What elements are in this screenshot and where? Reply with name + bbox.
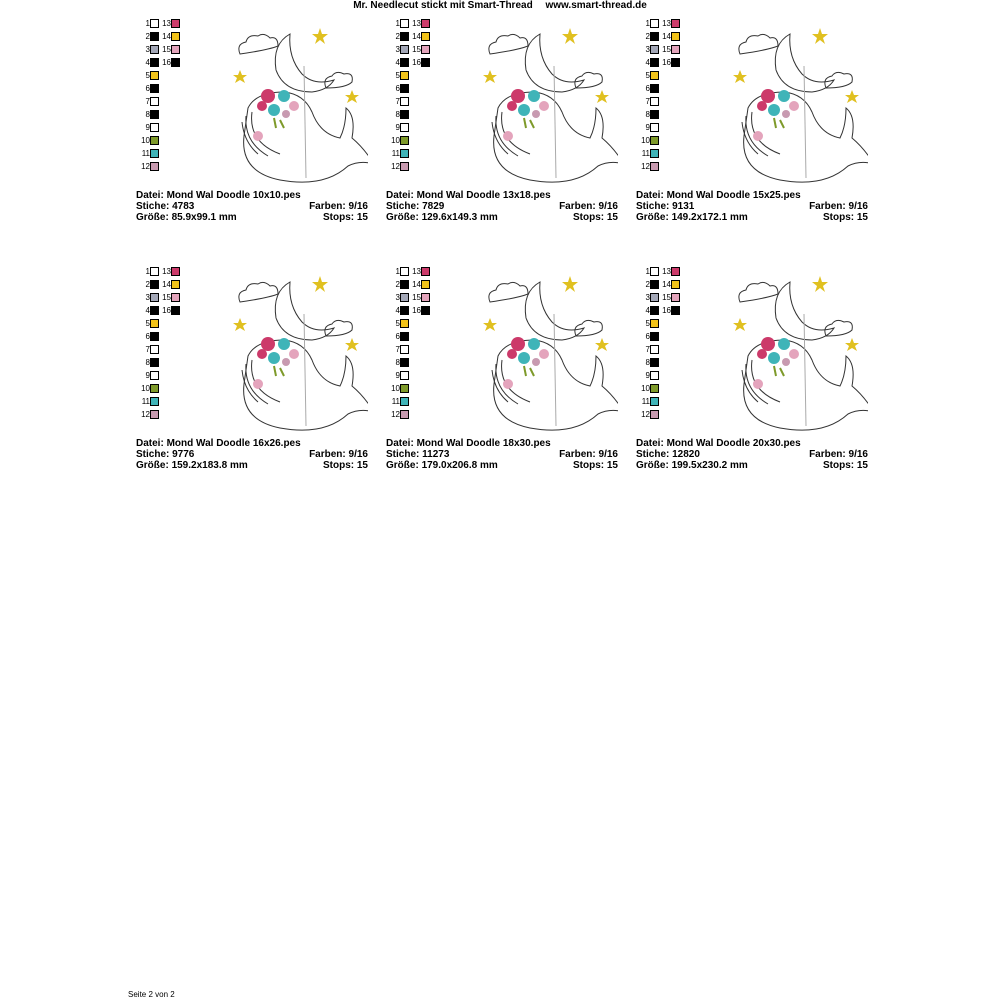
design-info <box>136 438 368 471</box>
thread-color-number: 14 <box>662 32 671 41</box>
thread-color-number: 10 <box>391 136 400 145</box>
thread-color-number: 5 <box>645 319 650 328</box>
thread-color-number: 5 <box>395 319 400 328</box>
thread-color-number: 8 <box>645 110 650 119</box>
thread-color-swatch <box>150 267 159 276</box>
thread-color-swatch <box>400 397 409 406</box>
thread-color-swatch <box>421 280 430 289</box>
thread-color-number: 13 <box>662 267 671 276</box>
colors-line: Farben: 9/16 <box>309 449 368 460</box>
thread-color-number: 4 <box>645 58 650 67</box>
thread-color-number: 9 <box>395 123 400 132</box>
file-line <box>636 438 868 449</box>
thread-color-swatch <box>150 110 159 119</box>
design-panel-2 <box>386 18 618 238</box>
star-icon <box>562 28 578 44</box>
stops-line: Stops: 15 <box>822 460 868 471</box>
thread-color-number: 15 <box>412 45 421 54</box>
thread-color-swatch <box>150 149 159 158</box>
thread-color-number: 12 <box>641 162 650 171</box>
thread-color-swatch <box>150 45 159 54</box>
file-name: Mond Wal Doodle 18x30.pes <box>416 438 551 449</box>
page-header <box>0 0 1000 12</box>
thread-color-number: 8 <box>395 110 400 119</box>
cloud-left-icon <box>739 282 778 302</box>
thread-color-swatch <box>400 97 409 106</box>
thread-color-number: 15 <box>162 45 171 54</box>
thread-color-swatch <box>421 58 430 67</box>
thread-color-number: 4 <box>645 306 650 315</box>
thread-color-number: 11 <box>391 149 400 158</box>
thread-color-swatch <box>421 45 430 54</box>
thread-color-swatch <box>421 32 430 41</box>
thread-color-number: 6 <box>145 332 150 341</box>
stops-line: Stops: 15 <box>322 212 368 223</box>
thread-color-swatch <box>150 280 159 289</box>
thread-color-number: 8 <box>645 358 650 367</box>
thread-color-swatch <box>171 45 180 54</box>
file-line <box>136 438 368 449</box>
whale-moon-illustration <box>728 274 868 434</box>
thread-color-swatch <box>671 280 680 289</box>
file-line <box>636 190 868 201</box>
thread-color-swatch <box>671 306 680 315</box>
thread-color-number: 2 <box>395 280 400 289</box>
whale-moon-illustration <box>478 274 618 434</box>
thread-color-swatch <box>650 123 659 132</box>
file-name: Mond Wal Doodle 10x10.pes <box>166 190 301 201</box>
file-name: Mond Wal Doodle 16x26.pes <box>166 438 301 449</box>
thread-color-number: 1 <box>645 267 650 276</box>
design-info <box>636 190 868 223</box>
thread-color-number: 15 <box>162 293 171 302</box>
thread-color-swatch <box>650 410 659 419</box>
thread-color-swatch <box>150 410 159 419</box>
thread-color-swatch <box>400 293 409 302</box>
star-icon <box>812 276 828 292</box>
thread-color-swatch <box>650 110 659 119</box>
thread-color-number: 14 <box>412 280 421 289</box>
star-icon <box>845 90 859 103</box>
design-info <box>636 438 868 471</box>
header-url: www.smart-thread.de <box>545 0 647 11</box>
file-name: Mond Wal Doodle 15x25.pes <box>666 190 801 201</box>
thread-color-swatch <box>421 293 430 302</box>
whale-moon-illustration <box>228 26 368 186</box>
star-icon <box>233 70 247 83</box>
thread-color-swatch <box>650 332 659 341</box>
thread-color-number: 16 <box>162 306 171 315</box>
thread-color-number: 10 <box>641 384 650 393</box>
size-line: Größe: 129.6x149.3 mm <box>386 212 498 223</box>
thread-color-swatch <box>400 19 409 28</box>
thread-color-swatch <box>650 32 659 41</box>
design-info <box>386 190 618 223</box>
thread-color-number: 16 <box>162 58 171 67</box>
thread-color-number: 4 <box>395 306 400 315</box>
colors-line: Farben: 9/16 <box>309 201 368 212</box>
thread-color-swatch <box>400 267 409 276</box>
thread-color-number: 13 <box>162 267 171 276</box>
thread-color-number: 2 <box>645 32 650 41</box>
thread-color-swatch <box>650 45 659 54</box>
stops-line: Stops: 15 <box>822 212 868 223</box>
thread-color-swatch <box>650 71 659 80</box>
thread-color-number: 9 <box>145 123 150 132</box>
thread-color-number: 6 <box>395 84 400 93</box>
file-label: Datei: <box>636 438 664 449</box>
star-icon <box>562 276 578 292</box>
thread-color-number: 5 <box>145 319 150 328</box>
thread-color-number: 9 <box>145 371 150 380</box>
thread-color-swatch <box>150 319 159 328</box>
thread-color-swatch <box>671 58 680 67</box>
thread-color-number: 1 <box>645 19 650 28</box>
whale-center-line <box>554 314 556 426</box>
whale-center-line <box>304 314 306 426</box>
stitches-line: Stiche: 9131 <box>636 201 695 212</box>
file-label: Datei: <box>386 190 414 201</box>
cloud-left-icon <box>239 34 278 54</box>
file-label: Datei: <box>136 438 164 449</box>
thread-color-number: 15 <box>412 293 421 302</box>
thread-color-swatch <box>150 358 159 367</box>
file-line <box>386 190 618 201</box>
thread-color-swatch <box>650 280 659 289</box>
thread-color-swatch <box>400 84 409 93</box>
thread-color-swatch <box>400 332 409 341</box>
thread-color-swatch <box>650 306 659 315</box>
star-icon <box>812 28 828 44</box>
thread-color-swatch <box>650 162 659 171</box>
file-name: Mond Wal Doodle 20x30.pes <box>666 438 801 449</box>
whale-moon-illustration <box>728 26 868 186</box>
colors-line: Farben: 9/16 <box>809 449 868 460</box>
thread-color-number: 7 <box>645 345 650 354</box>
thread-color-swatch <box>400 123 409 132</box>
thread-color-number: 15 <box>662 293 671 302</box>
header-brand: Mr. Needlecut stickt mit Smart-Thread <box>353 0 533 11</box>
thread-color-swatch <box>400 306 409 315</box>
thread-color-swatch <box>671 45 680 54</box>
thread-color-number: 14 <box>162 280 171 289</box>
thread-color-number: 14 <box>662 280 671 289</box>
thread-color-number: 8 <box>145 358 150 367</box>
thread-color-swatch <box>650 267 659 276</box>
thread-color-swatch <box>150 293 159 302</box>
thread-color-swatch <box>171 293 180 302</box>
thread-color-swatch <box>650 149 659 158</box>
page-number: Seite 2 von 2 <box>128 990 175 999</box>
design-panel-1 <box>136 18 368 238</box>
thread-color-swatch <box>421 306 430 315</box>
thread-color-swatch <box>650 384 659 393</box>
thread-color-number: 6 <box>145 84 150 93</box>
thread-color-number: 7 <box>645 97 650 106</box>
star-icon <box>733 318 747 331</box>
thread-color-number: 13 <box>162 19 171 28</box>
star-icon <box>345 90 359 103</box>
thread-color-swatch <box>671 267 680 276</box>
thread-color-swatch <box>171 58 180 67</box>
star-icon <box>845 338 859 351</box>
thread-color-swatch <box>150 371 159 380</box>
thread-color-swatch <box>650 97 659 106</box>
thread-color-swatch <box>150 32 159 41</box>
thread-color-number: 2 <box>395 32 400 41</box>
thread-color-number: 4 <box>145 306 150 315</box>
thread-color-swatch <box>150 58 159 67</box>
size-line: Größe: 85.9x99.1 mm <box>136 212 237 223</box>
thread-color-number: 12 <box>391 410 400 419</box>
thread-color-swatch <box>171 306 180 315</box>
thread-color-number: 2 <box>645 280 650 289</box>
design-panel-5 <box>386 266 618 486</box>
star-icon <box>483 318 497 331</box>
thread-color-swatch <box>400 319 409 328</box>
thread-color-number: 16 <box>662 306 671 315</box>
size-line: Größe: 149.2x172.1 mm <box>636 212 748 223</box>
thread-color-number: 7 <box>395 345 400 354</box>
thread-color-number: 3 <box>645 293 650 302</box>
thread-color-number: 8 <box>395 358 400 367</box>
thread-color-number: 10 <box>141 136 150 145</box>
thread-color-number: 10 <box>141 384 150 393</box>
thread-color-number: 16 <box>662 58 671 67</box>
thread-color-swatch <box>400 71 409 80</box>
thread-color-number: 7 <box>145 345 150 354</box>
thread-color-swatch <box>650 19 659 28</box>
whale-center-line <box>554 66 556 178</box>
thread-color-number: 11 <box>641 397 650 406</box>
thread-color-number: 14 <box>412 32 421 41</box>
thread-color-number: 16 <box>412 58 421 67</box>
thread-color-swatch <box>150 332 159 341</box>
whale-moon-illustration <box>478 26 618 186</box>
file-name: Mond Wal Doodle 13x18.pes <box>416 190 551 201</box>
thread-color-number: 11 <box>641 149 650 158</box>
thread-color-swatch <box>671 293 680 302</box>
star-icon <box>733 70 747 83</box>
thread-color-swatch <box>671 19 680 28</box>
thread-color-number: 3 <box>645 45 650 54</box>
whale-moon-illustration <box>228 274 368 434</box>
thread-color-swatch <box>150 162 159 171</box>
cloud-left-icon <box>739 34 778 54</box>
thread-color-swatch <box>400 110 409 119</box>
thread-color-number: 10 <box>641 136 650 145</box>
stitches-line: Stiche: 4783 <box>136 201 195 212</box>
cloud-left-icon <box>489 34 528 54</box>
size-line: Größe: 179.0x206.8 mm <box>386 460 498 471</box>
thread-color-number: 14 <box>162 32 171 41</box>
thread-color-number: 9 <box>645 371 650 380</box>
thread-color-swatch <box>171 280 180 289</box>
star-icon <box>345 338 359 351</box>
thread-color-number: 15 <box>662 45 671 54</box>
colors-line: Farben: 9/16 <box>809 201 868 212</box>
thread-color-number: 5 <box>395 71 400 80</box>
thread-color-swatch <box>650 58 659 67</box>
thread-color-number: 5 <box>645 71 650 80</box>
thread-color-swatch <box>671 32 680 41</box>
whale-center-line <box>804 66 806 178</box>
file-label: Datei: <box>636 190 664 201</box>
thread-color-swatch <box>400 136 409 145</box>
thread-color-swatch <box>400 345 409 354</box>
thread-color-number: 10 <box>391 384 400 393</box>
thread-color-swatch <box>150 97 159 106</box>
star-icon <box>595 90 609 103</box>
stops-line: Stops: 15 <box>572 212 618 223</box>
thread-color-swatch <box>650 136 659 145</box>
thread-color-number: 4 <box>395 58 400 67</box>
thread-color-number: 12 <box>141 162 150 171</box>
colors-line: Farben: 9/16 <box>559 201 618 212</box>
thread-color-swatch <box>400 58 409 67</box>
thread-color-swatch <box>150 397 159 406</box>
thread-color-number: 1 <box>395 267 400 276</box>
design-panel-3 <box>636 18 868 238</box>
thread-color-number: 2 <box>145 280 150 289</box>
thread-color-swatch <box>400 358 409 367</box>
thread-color-number: 6 <box>395 332 400 341</box>
thread-color-number: 4 <box>145 58 150 67</box>
thread-color-swatch <box>650 371 659 380</box>
thread-color-swatch <box>150 345 159 354</box>
thread-color-swatch <box>150 84 159 93</box>
thread-color-number: 13 <box>662 19 671 28</box>
design-panel-6 <box>636 266 868 486</box>
file-line <box>136 190 368 201</box>
thread-color-swatch <box>150 384 159 393</box>
thread-color-number: 3 <box>395 45 400 54</box>
thread-color-swatch <box>650 397 659 406</box>
thread-color-number: 1 <box>145 267 150 276</box>
thread-color-swatch <box>400 32 409 41</box>
thread-color-number: 11 <box>391 397 400 406</box>
thread-color-number: 11 <box>141 149 150 158</box>
thread-color-number: 12 <box>641 410 650 419</box>
stitches-line: Stiche: 12820 <box>636 449 700 460</box>
thread-color-swatch <box>421 267 430 276</box>
thread-color-swatch <box>400 149 409 158</box>
thread-color-number: 7 <box>395 97 400 106</box>
file-label: Datei: <box>136 190 164 201</box>
stitches-line: Stiche: 11273 <box>386 449 450 460</box>
thread-color-swatch <box>650 293 659 302</box>
thread-color-number: 5 <box>145 71 150 80</box>
star-icon <box>233 318 247 331</box>
star-icon <box>312 28 328 44</box>
thread-color-swatch <box>650 345 659 354</box>
thread-color-number: 3 <box>395 293 400 302</box>
thread-color-swatch <box>400 384 409 393</box>
thread-color-swatch <box>150 71 159 80</box>
thread-color-swatch <box>650 84 659 93</box>
design-info <box>136 190 368 223</box>
star-icon <box>312 276 328 292</box>
thread-color-swatch <box>171 267 180 276</box>
thread-color-swatch <box>150 123 159 132</box>
thread-color-number: 6 <box>645 332 650 341</box>
thread-color-swatch <box>171 32 180 41</box>
thread-color-number: 12 <box>391 162 400 171</box>
whale-center-line <box>804 314 806 426</box>
thread-color-number: 1 <box>145 19 150 28</box>
thread-color-swatch <box>171 19 180 28</box>
thread-color-number: 11 <box>141 397 150 406</box>
thread-color-swatch <box>150 19 159 28</box>
whale-center-line <box>304 66 306 178</box>
thread-color-number: 9 <box>395 371 400 380</box>
stops-line: Stops: 15 <box>322 460 368 471</box>
size-line: Größe: 199.5x230.2 mm <box>636 460 748 471</box>
thread-color-swatch <box>400 162 409 171</box>
thread-color-number: 13 <box>412 267 421 276</box>
thread-color-number: 3 <box>145 45 150 54</box>
file-line <box>386 438 618 449</box>
design-panel-4 <box>136 266 368 486</box>
thread-color-swatch <box>650 358 659 367</box>
thread-color-number: 6 <box>645 84 650 93</box>
thread-color-swatch <box>400 410 409 419</box>
cloud-left-icon <box>239 282 278 302</box>
thread-color-number: 1 <box>395 19 400 28</box>
thread-color-number: 3 <box>145 293 150 302</box>
thread-color-swatch <box>650 319 659 328</box>
stops-line: Stops: 15 <box>572 460 618 471</box>
thread-color-swatch <box>150 306 159 315</box>
thread-color-swatch <box>150 136 159 145</box>
star-icon <box>595 338 609 351</box>
star-icon <box>483 70 497 83</box>
thread-color-number: 12 <box>141 410 150 419</box>
thread-color-number: 8 <box>145 110 150 119</box>
thread-color-swatch <box>400 371 409 380</box>
size-line: Größe: 159.2x183.8 mm <box>136 460 248 471</box>
colors-line: Farben: 9/16 <box>559 449 618 460</box>
file-label: Datei: <box>386 438 414 449</box>
thread-color-number: 13 <box>412 19 421 28</box>
stitches-line: Stiche: 9776 <box>136 449 195 460</box>
design-info <box>386 438 618 471</box>
thread-color-number: 2 <box>145 32 150 41</box>
thread-color-swatch <box>400 45 409 54</box>
thread-color-swatch <box>400 280 409 289</box>
thread-color-number: 7 <box>145 97 150 106</box>
thread-color-number: 9 <box>645 123 650 132</box>
thread-color-swatch <box>421 19 430 28</box>
stitches-line: Stiche: 7829 <box>386 201 445 212</box>
thread-color-number: 16 <box>412 306 421 315</box>
cloud-left-icon <box>489 282 528 302</box>
